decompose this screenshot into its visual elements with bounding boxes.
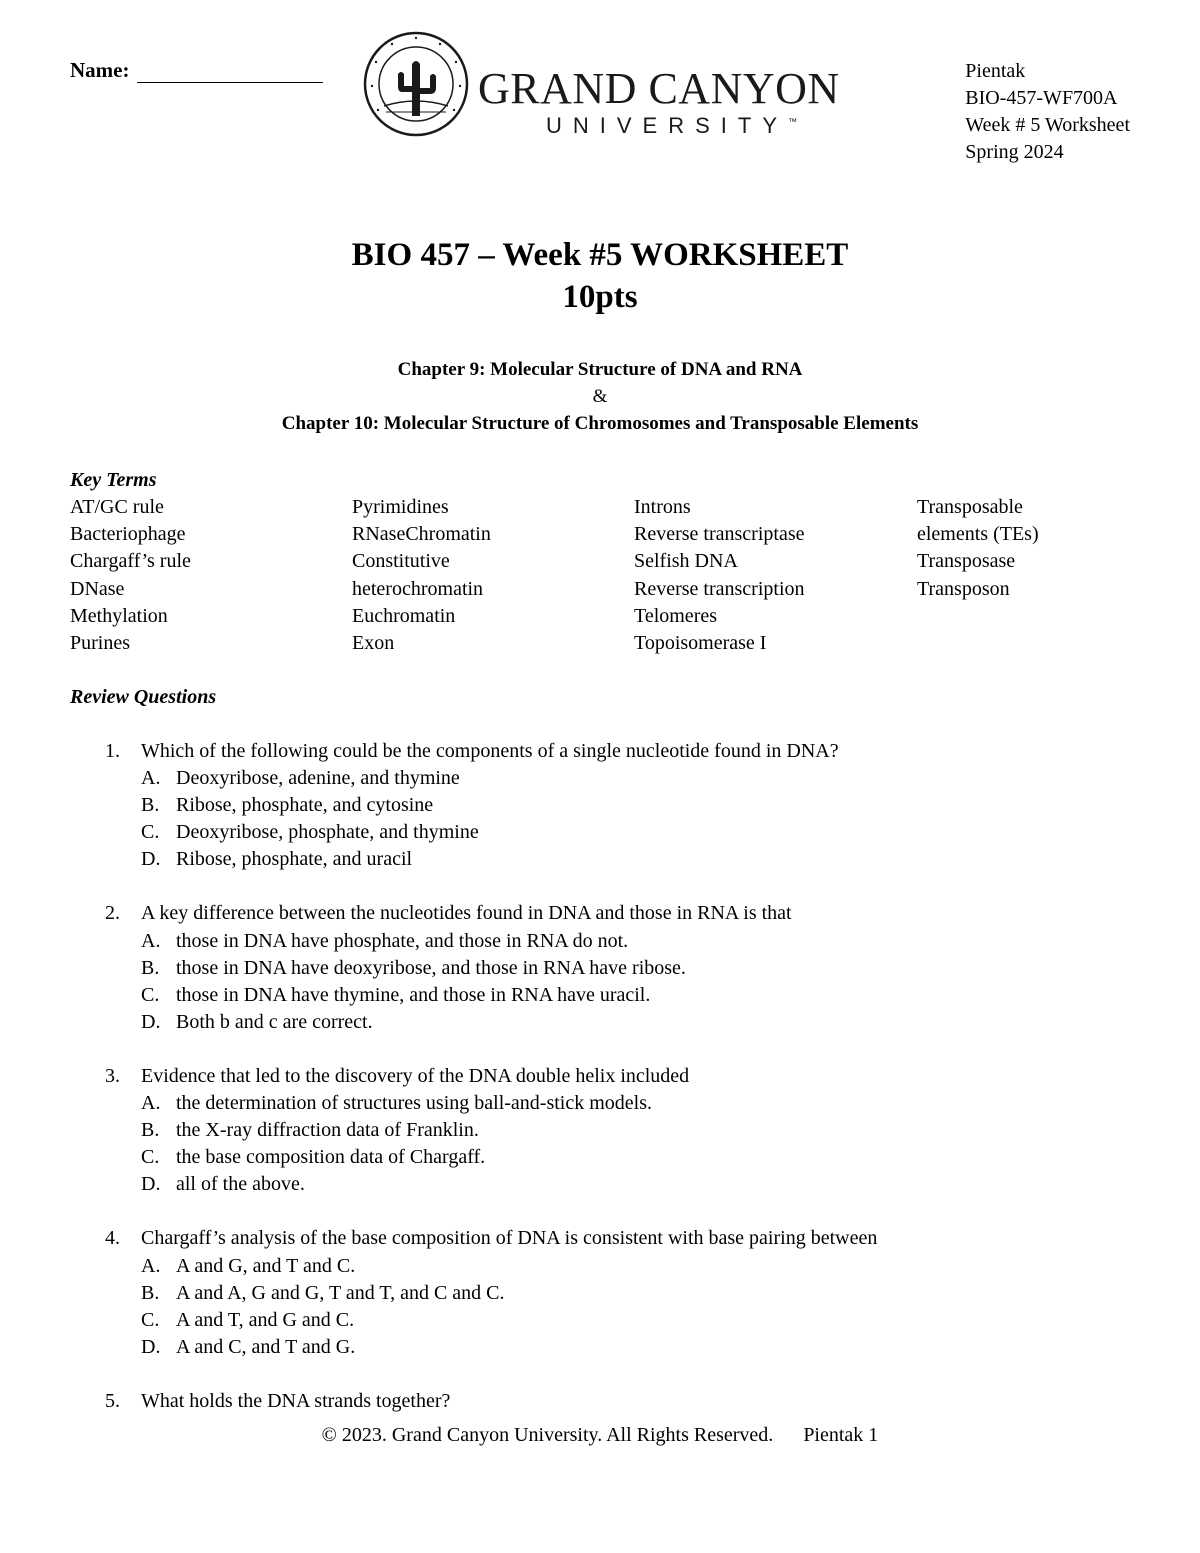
points-line: 10pts: [562, 279, 638, 315]
question-2: [105, 900, 1145, 1035]
question-prompt: [105, 1063, 1145, 1090]
answer-option: [105, 1171, 1145, 1198]
ampersand: &: [592, 386, 608, 407]
key-terms-heading: Key Terms: [70, 469, 157, 491]
key-term: Reverse transcriptase: [634, 523, 805, 546]
key-terms-column: [352, 494, 491, 657]
instructor-name: Pientak: [965, 60, 1026, 82]
answer-option: [105, 955, 1145, 982]
key-term: Transposase: [917, 550, 1016, 573]
option-text: those in DNA have phosphate, and those in RNA do not.: [176, 929, 629, 952]
trademark-symbol: ™: [788, 116, 798, 127]
option-text: those in DNA have deoxyribose, and those in RNA have ribose.: [176, 956, 686, 979]
question-prompt: [105, 1225, 1145, 1252]
option-letter: B.: [141, 1119, 160, 1142]
logo-wordmark: GRAND CANYON: [478, 64, 840, 113]
question-1: [105, 738, 1145, 873]
option-text: A and T, and G and C.: [176, 1308, 355, 1331]
option-text: Ribose, phosphate, and cytosine: [176, 794, 434, 817]
course-code: BIO-457-WF700A: [965, 87, 1118, 109]
key-term: Topoisomerase I: [634, 632, 767, 655]
question-number: 4.: [105, 1227, 120, 1250]
option-letter: B.: [141, 1281, 160, 1304]
option-letter: A.: [141, 929, 161, 952]
logo-subtitle: UNIVERSITY™: [546, 113, 798, 138]
key-term: Purines: [70, 632, 130, 655]
option-letter: D.: [141, 848, 161, 871]
option-text: A and A, G and G, T and T, and C and C.: [176, 1281, 505, 1304]
answer-option: [105, 1117, 1145, 1144]
key-terms-column: [634, 494, 805, 657]
question-number: 2.: [105, 902, 120, 925]
option-text: Deoxyribose, phosphate, and thymine: [176, 821, 479, 844]
key-term: Transposon: [917, 577, 1010, 600]
option-letter: C.: [141, 821, 160, 844]
key-term: Methylation: [70, 604, 168, 627]
option-text: Ribose, phosphate, and uracil: [176, 848, 413, 871]
key-term: Euchromatin: [352, 604, 456, 627]
answer-option: [105, 765, 1145, 792]
option-letter: C.: [141, 983, 160, 1006]
question-number: 3.: [105, 1064, 120, 1087]
option-letter: A.: [141, 1254, 161, 1277]
option-text: Both b and c are correct.: [176, 1010, 373, 1033]
option-letter: C.: [141, 1146, 160, 1169]
key-term: Pyrimidines: [352, 496, 449, 518]
question-3: [105, 1063, 1145, 1198]
key-term: Selfish DNA: [634, 550, 738, 573]
option-letter: D.: [141, 1010, 161, 1033]
question-number: 5.: [105, 1389, 120, 1412]
answer-option: [105, 1009, 1145, 1036]
question-number: 1.: [105, 740, 120, 762]
key-term: heterochromatin: [352, 577, 484, 600]
option-letter: B.: [141, 956, 160, 979]
question-prompt: [105, 900, 1145, 927]
gcu-logo: [362, 30, 842, 140]
answer-option: [105, 1090, 1145, 1117]
key-term: AT/GC rule: [70, 496, 164, 518]
option-letter: B.: [141, 794, 160, 817]
key-term: Introns: [634, 496, 691, 518]
page-footer: [0, 1424, 1200, 1447]
question-text: What holds the DNA strands together?: [141, 1389, 451, 1412]
course-info: [965, 58, 1130, 166]
key-term: RNaseChromatin: [352, 523, 491, 546]
key-term: Reverse transcription: [634, 577, 805, 600]
review-questions-heading: Review Questions: [70, 686, 217, 708]
question-5: [105, 1388, 1145, 1415]
option-letter: A.: [141, 1092, 161, 1115]
option-text: the X-ray diffraction data of Franklin.: [176, 1119, 479, 1142]
answer-option: [105, 846, 1145, 873]
worksheet-week: Week # 5 Worksheet: [965, 114, 1130, 136]
name-label: Name:: [70, 58, 130, 82]
option-letter: C.: [141, 1308, 160, 1331]
worksheet-title: [0, 234, 1200, 318]
question-text: Chargaff’s analysis of the base composition of DNA is consistent with base pairing between: [141, 1227, 878, 1250]
question-text: A key difference between the nucleotides found in DNA and those in RNA is that: [141, 902, 792, 925]
question-prompt: [105, 738, 1145, 765]
option-text: Deoxyribose, adenine, and thymine: [176, 767, 460, 790]
chapter-headings: [0, 356, 1200, 437]
key-term: elements (TEs): [917, 523, 1039, 546]
question-4: [105, 1225, 1145, 1360]
key-term: Bacteriophage: [70, 523, 186, 546]
name-blank-line: [137, 62, 323, 83]
answer-option: [105, 1253, 1145, 1280]
option-text: A and C, and T and G.: [176, 1335, 356, 1358]
copyright-notice: © 2023. Grand Canyon University. All Rights Reserved.: [321, 1424, 774, 1446]
option-text: those in DNA have thymine, and those in RNA have uracil.: [176, 983, 651, 1006]
answer-option: [105, 792, 1145, 819]
answer-option: [105, 982, 1145, 1009]
key-term: Chargaff’s rule: [70, 550, 191, 573]
key-terms-column: [70, 494, 191, 657]
option-text: the determination of structures using ball-and-stick models.: [176, 1092, 652, 1115]
option-text: the base composition data of Chargaff.: [176, 1146, 486, 1169]
question-list: [105, 738, 1145, 1442]
key-term: Telomeres: [634, 604, 718, 627]
key-term: Exon: [352, 632, 395, 655]
answer-option: [105, 928, 1145, 955]
option-text: A and G, and T and C.: [176, 1254, 356, 1277]
answer-option: [105, 1307, 1145, 1334]
option-text: all of the above.: [176, 1173, 305, 1196]
university-seal-icon: [362, 30, 470, 138]
option-letter: D.: [141, 1335, 161, 1358]
question-text: Which of the following could be the components of a single nucleotide found in DNA?: [141, 740, 839, 762]
answer-option: [105, 1334, 1145, 1361]
term: Spring 2024: [965, 141, 1064, 163]
answer-option: [105, 819, 1145, 846]
option-letter: A.: [141, 767, 161, 790]
question-text: Evidence that led to the discovery of the DNA double helix included: [141, 1064, 690, 1087]
key-term: Constitutive: [352, 550, 450, 573]
name-field-row: [70, 58, 323, 83]
page-number: Pientak 1: [803, 1424, 879, 1446]
answer-option: [105, 1280, 1145, 1307]
chapter-10-heading: Chapter 10: Molecular Structure of Chromosomes and Transposable Elements: [281, 413, 919, 434]
question-prompt: [105, 1388, 1145, 1415]
option-letter: D.: [141, 1173, 161, 1196]
key-term: DNase: [70, 577, 125, 600]
key-terms-column: [917, 494, 1039, 603]
chapter-9-heading: Chapter 9: Molecular Structure of DNA and RNA: [397, 359, 803, 380]
answer-option: [105, 1144, 1145, 1171]
key-term: Transposable: [917, 496, 1023, 518]
title-line: BIO 457 – Week #5 WORKSHEET: [351, 237, 849, 273]
